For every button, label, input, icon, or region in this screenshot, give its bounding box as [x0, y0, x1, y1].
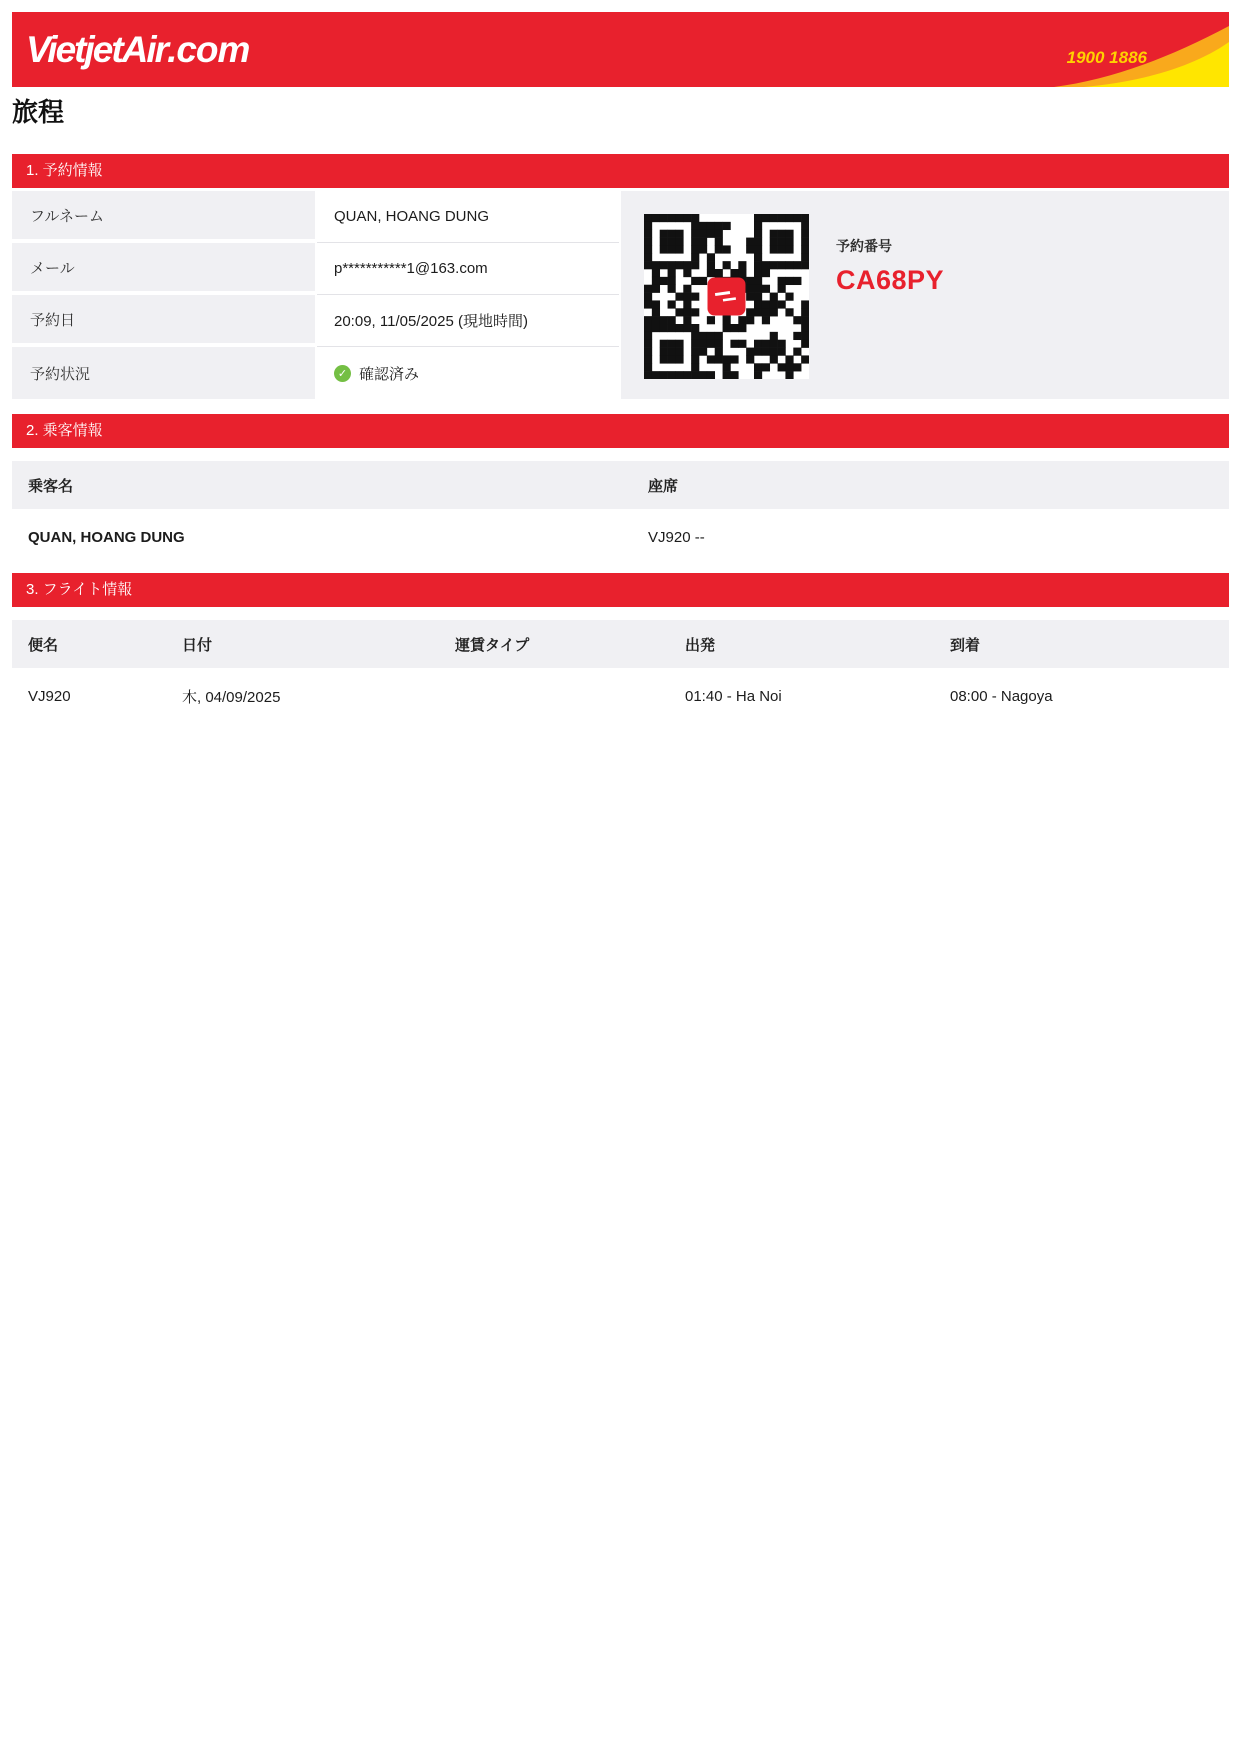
- logo-tld-text: .com: [167, 28, 250, 70]
- field-value-email: p***********1@163.com: [317, 243, 619, 295]
- passenger-seat: VJ920 --: [648, 528, 705, 546]
- qr-code: [644, 214, 809, 379]
- passenger-table-header: [12, 461, 1229, 509]
- field-value-booking-status: [317, 347, 619, 399]
- booking-info-table: [12, 191, 1229, 399]
- column-header-date: 日付: [182, 636, 213, 654]
- flight-number: VJ920: [28, 687, 71, 705]
- status-text: 確認済み: [359, 365, 420, 383]
- reservation-number-label: 予約番号: [836, 238, 892, 254]
- flight-table-header: [12, 620, 1229, 668]
- itinerary-page: [0, 0, 1241, 724]
- page-title: 旅程: [12, 97, 65, 127]
- column-header-fare-type: 運賃タイプ: [455, 636, 530, 654]
- logo-air-text: Air: [121, 28, 168, 70]
- flight-arrival: 08:00 - Nagoya: [950, 687, 1053, 705]
- field-value-booking-date: 20:09, 11/05/2025 (現地時間): [317, 295, 619, 347]
- logo-brand-text: Vietjet: [26, 28, 122, 70]
- vietjet-logo: [26, 29, 249, 71]
- field-value-fullname: QUAN, HOANG DUNG: [317, 191, 619, 243]
- column-header-passenger-name: 乗客名: [28, 477, 74, 495]
- field-label-email: メール: [12, 243, 315, 295]
- field-label-booking-date: 予約日: [12, 295, 315, 347]
- header-banner: [12, 12, 1229, 87]
- reservation-number-block: [836, 236, 944, 296]
- passenger-name: QUAN, HOANG DUNG: [28, 528, 185, 546]
- flight-date: 木, 04/09/2025: [182, 688, 281, 706]
- section-header-booking: 1. 予約情報: [12, 154, 1229, 188]
- column-header-departure: 出発: [685, 636, 716, 654]
- column-header-arrival: 到着: [950, 636, 981, 654]
- reservation-panel: [621, 191, 1229, 399]
- hotline-number: 1900 1886: [1066, 48, 1147, 67]
- field-label-fullname: フルネーム: [12, 191, 315, 243]
- status-check-icon: ✓: [334, 365, 351, 382]
- passenger-row: [12, 509, 1229, 565]
- reservation-number: CA68PY: [836, 265, 945, 295]
- field-label-booking-status: 予約状況: [12, 347, 315, 399]
- flight-departure: 01:40 - Ha Noi: [685, 687, 782, 705]
- section-header-passengers: 2. 乗客情報: [12, 414, 1229, 448]
- section-header-flights: 3. フライト情報: [12, 573, 1229, 607]
- flight-row: [12, 668, 1229, 724]
- column-header-seat: 座席: [648, 477, 679, 495]
- column-header-flight-number: 便名: [28, 636, 59, 654]
